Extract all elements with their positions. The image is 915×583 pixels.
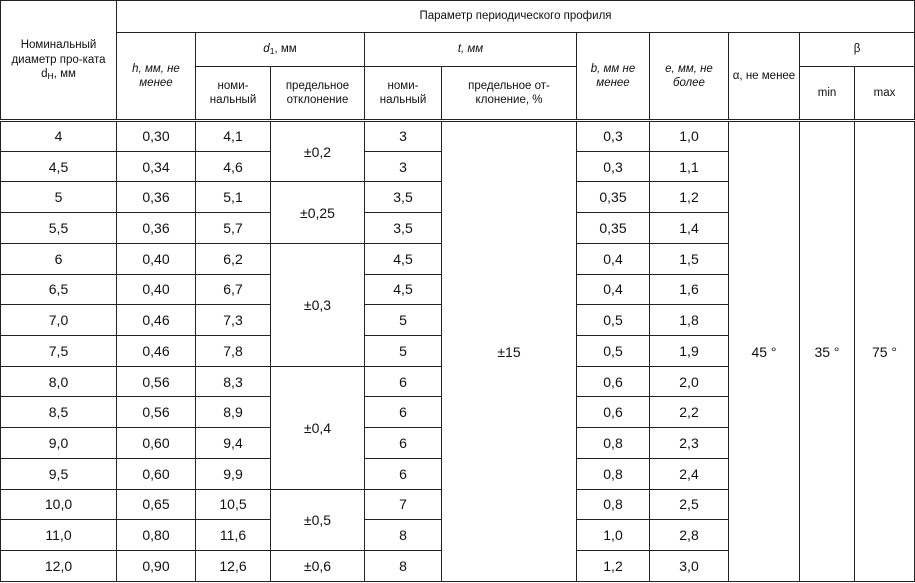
cell-nominal-diameter: 4,5 bbox=[1, 151, 117, 182]
cell-h: 0,40 bbox=[117, 274, 196, 305]
cell-t-nominal: 6 bbox=[365, 428, 442, 459]
cell-d1-nominal: 12,6 bbox=[196, 551, 271, 582]
d1-nominal-header: номи-нальный bbox=[196, 67, 271, 121]
cell-d1-nominal: 11,6 bbox=[196, 520, 271, 551]
cell-t-nominal: 3 bbox=[365, 151, 442, 182]
cell-d1-nominal: 7,8 bbox=[196, 336, 271, 367]
t-deviation-header: предельное от-клонение, % bbox=[442, 67, 577, 121]
d1-sub: 1 bbox=[269, 46, 275, 57]
cell-nominal-diameter: 4 bbox=[1, 121, 117, 152]
d1-deviation-header: предельное отклонение bbox=[271, 67, 365, 121]
cell-b: 0,35 bbox=[577, 182, 650, 213]
cell-e: 2,4 bbox=[650, 458, 729, 489]
cell-nominal-diameter: 10,0 bbox=[1, 489, 117, 520]
beta-max-header: max bbox=[855, 67, 915, 121]
cell-t-nominal: 5 bbox=[365, 305, 442, 336]
cell-b: 0,6 bbox=[577, 366, 650, 397]
t-nominal-header: номи-нальный bbox=[365, 67, 442, 121]
cell-d1-nominal: 8,3 bbox=[196, 366, 271, 397]
b-header: b, мм не менее bbox=[577, 33, 650, 121]
cell-t-deviation: ±15 bbox=[442, 121, 577, 582]
cell-b: 0,8 bbox=[577, 428, 650, 459]
cell-t-nominal: 6 bbox=[365, 458, 442, 489]
cell-h: 0,30 bbox=[117, 121, 196, 152]
cell-beta-min: 35 ° bbox=[800, 121, 855, 582]
cell-b: 0,8 bbox=[577, 489, 650, 520]
cell-d1-deviation: ±0,2 bbox=[271, 121, 365, 182]
cell-h: 0,40 bbox=[117, 243, 196, 274]
cell-h: 0,36 bbox=[117, 182, 196, 213]
cell-e: 2,5 bbox=[650, 489, 729, 520]
d1-header bbox=[196, 33, 365, 67]
cell-nominal-diameter: 11,0 bbox=[1, 520, 117, 551]
cell-d1-nominal: 8,9 bbox=[196, 397, 271, 428]
cell-e: 1,0 bbox=[650, 121, 729, 152]
cell-nominal-diameter: 9,5 bbox=[1, 458, 117, 489]
cell-h: 0,60 bbox=[117, 428, 196, 459]
cell-e: 2,3 bbox=[650, 428, 729, 459]
cell-b: 0,3 bbox=[577, 151, 650, 182]
cell-h: 0,46 bbox=[117, 305, 196, 336]
cell-t-nominal: 4,5 bbox=[365, 243, 442, 274]
cell-h: 0,90 bbox=[117, 551, 196, 582]
cell-nominal-diameter: 7,5 bbox=[1, 336, 117, 367]
cell-b: 0,5 bbox=[577, 336, 650, 367]
cell-b: 0,3 bbox=[577, 121, 650, 152]
cell-h: 0,56 bbox=[117, 366, 196, 397]
cell-t-nominal: 3,5 bbox=[365, 213, 442, 244]
cell-e: 1,5 bbox=[650, 243, 729, 274]
cell-d1-nominal: 7,3 bbox=[196, 305, 271, 336]
cell-d1-nominal: 5,1 bbox=[196, 182, 271, 213]
cell-nominal-diameter: 6 bbox=[1, 243, 117, 274]
alpha-header: α, не менее bbox=[729, 33, 800, 121]
cell-b: 0,35 bbox=[577, 213, 650, 244]
cell-alpha: 45 ° bbox=[729, 121, 800, 582]
cell-t-nominal: 4,5 bbox=[365, 274, 442, 305]
d1-label: d bbox=[263, 43, 270, 56]
cell-t-nominal: 8 bbox=[365, 551, 442, 582]
cell-e: 2,0 bbox=[650, 366, 729, 397]
cell-d1-nominal: 10,5 bbox=[196, 489, 271, 520]
cell-h: 0,34 bbox=[117, 151, 196, 182]
cell-nominal-diameter: 7,0 bbox=[1, 305, 117, 336]
cell-d1-nominal: 9,4 bbox=[196, 428, 271, 459]
cell-t-nominal: 3,5 bbox=[365, 182, 442, 213]
cell-d1-nominal: 6,7 bbox=[196, 274, 271, 305]
cell-beta-max: 75 ° bbox=[855, 121, 915, 582]
cell-h: 0,56 bbox=[117, 397, 196, 428]
cell-b: 0,6 bbox=[577, 397, 650, 428]
cell-e: 2,8 bbox=[650, 520, 729, 551]
cell-e: 1,4 bbox=[650, 213, 729, 244]
cell-t-nominal: 3 bbox=[365, 121, 442, 152]
cell-d1-deviation: ±0,5 bbox=[271, 489, 365, 550]
cell-b: 1,0 bbox=[577, 520, 650, 551]
beta-min-header: min bbox=[800, 67, 855, 121]
cell-d1-deviation: ±0,25 bbox=[271, 182, 365, 243]
cell-t-nominal: 5 bbox=[365, 336, 442, 367]
nominal-diameter-label: Номинальный диаметр про-ката d bbox=[11, 39, 106, 80]
cell-e: 1,9 bbox=[650, 336, 729, 367]
cell-nominal-diameter: 9,0 bbox=[1, 428, 117, 459]
cell-d1-deviation: ±0,6 bbox=[271, 551, 365, 582]
cell-nominal-diameter: 5 bbox=[1, 182, 117, 213]
cell-d1-nominal: 4,1 bbox=[196, 121, 271, 152]
cell-nominal-diameter: 8,0 bbox=[1, 366, 117, 397]
cell-nominal-diameter: 8,5 bbox=[1, 397, 117, 428]
cell-h: 0,65 bbox=[117, 489, 196, 520]
e-header: e, мм, не более bbox=[650, 33, 729, 121]
cell-h: 0,60 bbox=[117, 458, 196, 489]
cell-d1-nominal: 6,2 bbox=[196, 243, 271, 274]
beta-header: β bbox=[800, 33, 915, 67]
cell-e: 1,2 bbox=[650, 182, 729, 213]
cell-b: 0,8 bbox=[577, 458, 650, 489]
cell-d1-nominal: 9,9 bbox=[196, 458, 271, 489]
cell-e: 1,8 bbox=[650, 305, 729, 336]
cell-e: 1,1 bbox=[650, 151, 729, 182]
cell-nominal-diameter: 12,0 bbox=[1, 551, 117, 582]
cell-nominal-diameter: 6,5 bbox=[1, 274, 117, 305]
nominal-diameter-header bbox=[1, 1, 117, 121]
cell-e: 3,0 bbox=[650, 551, 729, 582]
d1-unit: , мм bbox=[274, 43, 297, 56]
cell-e: 2,2 bbox=[650, 397, 729, 428]
cell-b: 0,4 bbox=[577, 243, 650, 274]
cell-t-nominal: 6 bbox=[365, 366, 442, 397]
cell-h: 0,46 bbox=[117, 336, 196, 367]
nominal-diameter-unit: , мм bbox=[53, 67, 76, 80]
t-header: t, мм bbox=[365, 33, 577, 67]
cell-e: 1,6 bbox=[650, 274, 729, 305]
profile-group-header: Параметр периодического профиля bbox=[117, 1, 915, 33]
cell-t-nominal: 7 bbox=[365, 489, 442, 520]
cell-d1-nominal: 5,7 bbox=[196, 213, 271, 244]
cell-t-nominal: 8 bbox=[365, 520, 442, 551]
cell-h: 0,36 bbox=[117, 213, 196, 244]
cell-d1-deviation: ±0,4 bbox=[271, 366, 365, 489]
table-row bbox=[1, 121, 915, 152]
h-header: h, мм, не менее bbox=[117, 33, 196, 121]
cell-t-nominal: 6 bbox=[365, 397, 442, 428]
cell-h: 0,80 bbox=[117, 520, 196, 551]
cell-b: 0,5 bbox=[577, 305, 650, 336]
nominal-diameter-sub: H bbox=[47, 71, 54, 82]
table-body bbox=[1, 121, 915, 582]
cell-b: 0,4 bbox=[577, 274, 650, 305]
cell-d1-nominal: 4,6 bbox=[196, 151, 271, 182]
cell-b: 1,2 bbox=[577, 551, 650, 582]
cell-nominal-diameter: 5,5 bbox=[1, 213, 117, 244]
cell-d1-deviation: ±0,3 bbox=[271, 243, 365, 366]
